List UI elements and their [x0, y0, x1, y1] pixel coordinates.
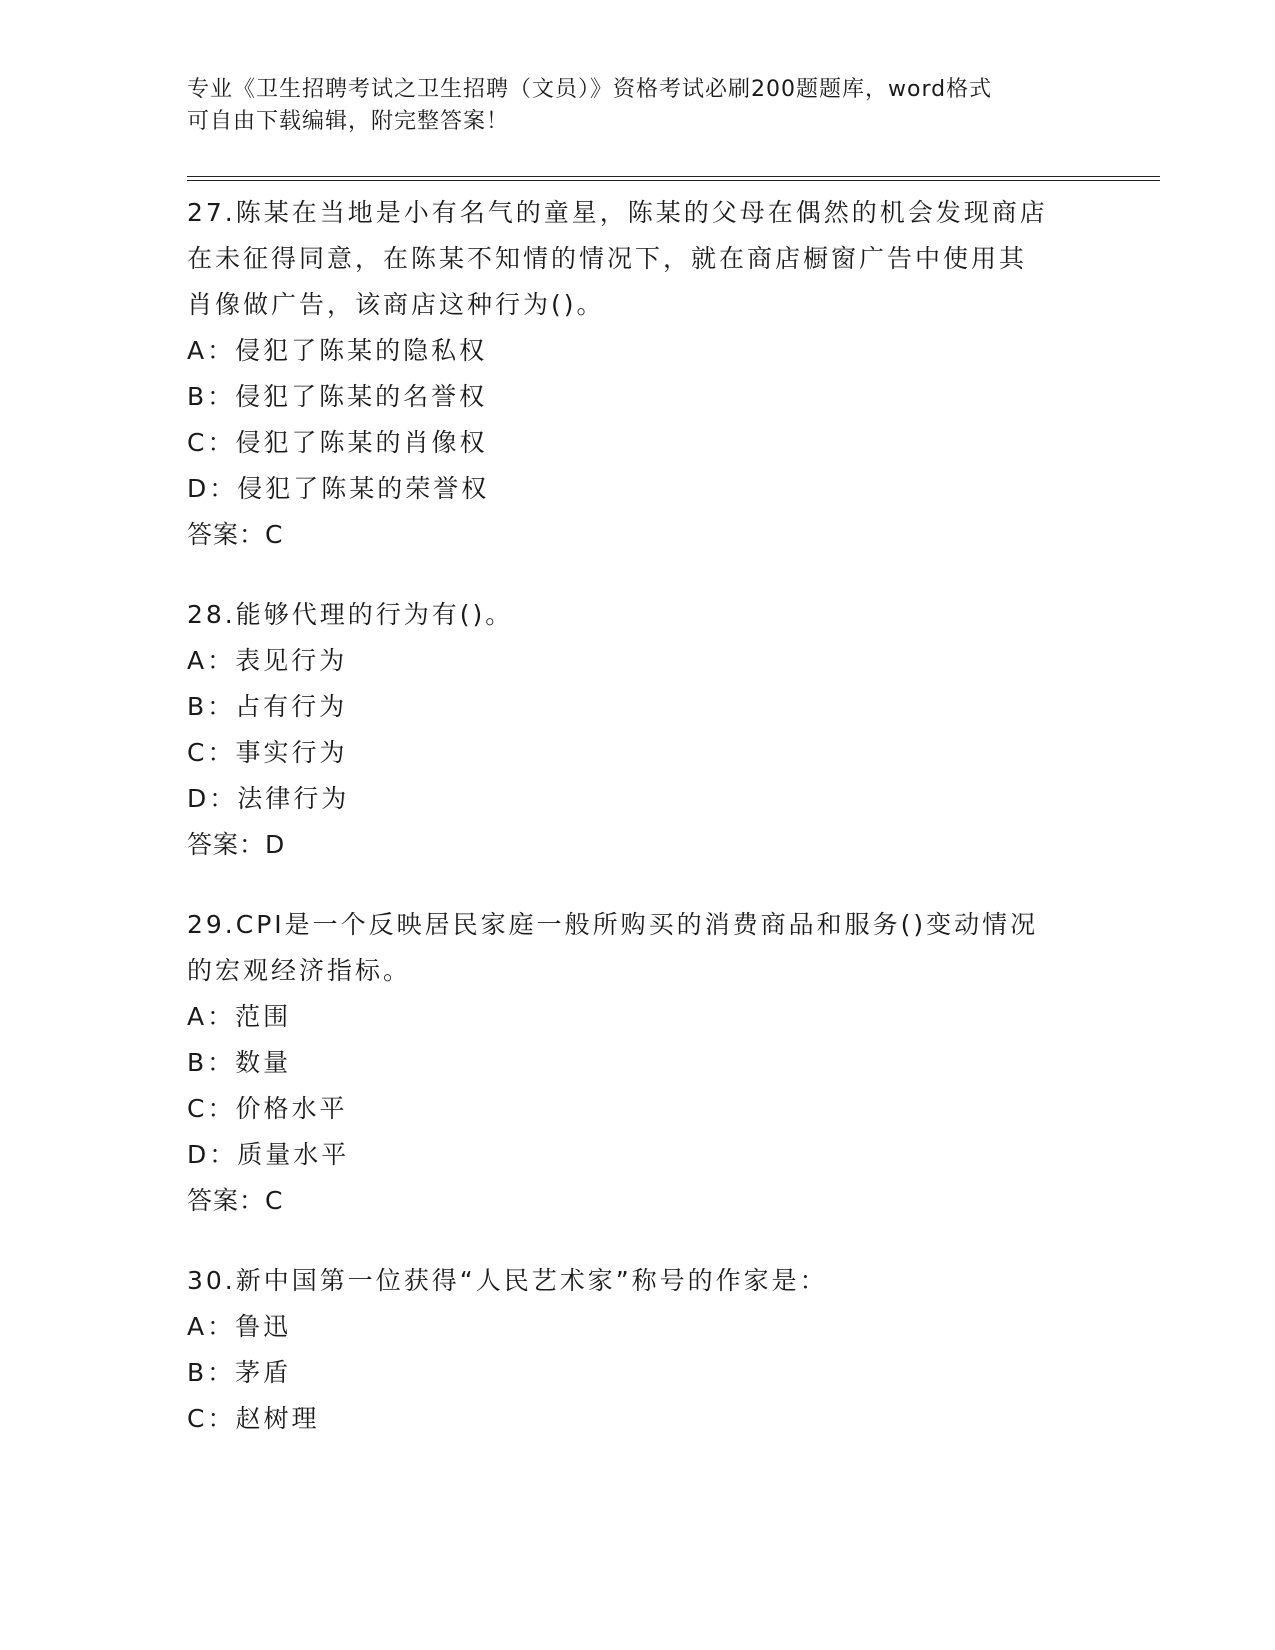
option-a: A：表见行为: [187, 646, 348, 675]
option-d: D：法律行为: [187, 784, 350, 813]
stem-line: 28.能够代理的行为有()。: [187, 600, 514, 629]
option-c: C：侵犯了陈某的肖像权: [187, 428, 488, 457]
option-a: A：侵犯了陈某的隐私权: [187, 336, 488, 365]
answer: 答案：C: [187, 520, 284, 549]
question-27: [187, 190, 1087, 558]
question-stem: [187, 1258, 1087, 1304]
header-line-1: 专业《卫生招聘考试之卫生招聘（文员）》资格考试必刷200题题库，word格式: [187, 77, 993, 102]
option-b: B：占有行为: [187, 692, 348, 721]
option-d: D：侵犯了陈某的荣誉权: [187, 474, 490, 503]
question-stem: [187, 190, 1087, 328]
option-b: B：数量: [187, 1048, 292, 1077]
option-c: C：赵树理: [187, 1404, 320, 1433]
answer: 答案：D: [187, 830, 286, 859]
option-a: A：范围: [187, 1002, 292, 1031]
option-c: C：价格水平: [187, 1094, 348, 1123]
document-header: [187, 74, 1087, 138]
question-28: [187, 592, 1087, 868]
option-b: B：茅盾: [187, 1358, 292, 1387]
stem-line: 的宏观经济指标。: [187, 956, 412, 985]
stem-line: 30.新中国第一位获得“人民艺术家”称号的作家是：: [187, 1266, 828, 1295]
question-stem: [187, 592, 1087, 638]
header-line-2: 可自由下载编辑，附完整答案！: [187, 109, 510, 134]
stem-line: 29.CPI是一个反映居民家庭一般所购买的消费商品和服务()变动情况: [187, 910, 1039, 939]
question-stem: [187, 902, 1087, 994]
stem-line: 肖像做广告，该商店这种行为()。: [187, 290, 605, 319]
question-29: [187, 902, 1087, 1224]
stem-line: 27.陈某在当地是小有名气的童星，陈某的父母在偶然的机会发现商店: [187, 198, 1048, 227]
answer: 答案：C: [187, 1186, 284, 1215]
option-d: D：质量水平: [187, 1140, 350, 1169]
stem-line: 在未征得同意，在陈某不知情的情况下，就在商店橱窗广告中使用其: [187, 244, 1028, 273]
option-b: B：侵犯了陈某的名誉权: [187, 382, 488, 411]
question-30: [187, 1258, 1087, 1442]
question-list: [187, 190, 1087, 1476]
option-c: C：事实行为: [187, 738, 348, 767]
header-divider: [187, 176, 1160, 181]
option-a: A：鲁迅: [187, 1312, 292, 1341]
